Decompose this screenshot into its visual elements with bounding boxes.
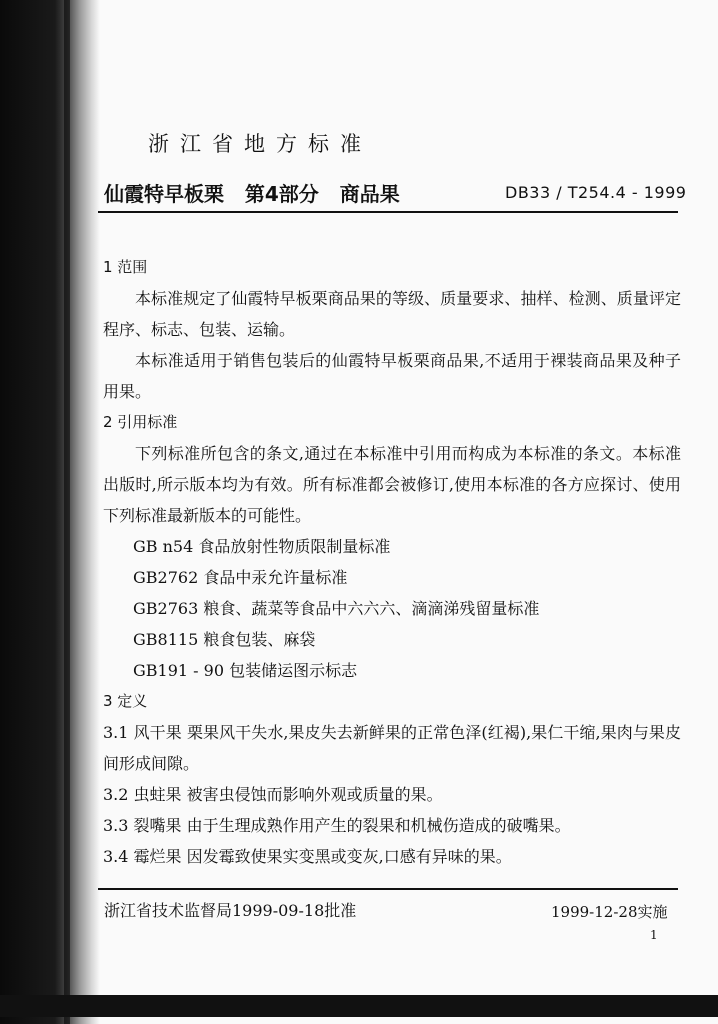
implementation-date: 1999-12-28实施 xyxy=(551,903,668,921)
reference-item: GB2762 食品中汞允许量标准 xyxy=(133,568,348,587)
org-title: 浙江省地方标准 xyxy=(148,132,372,156)
scan-bottom-edge xyxy=(0,995,718,1017)
scope-paragraph-1: 本标准规定了仙霞特早板栗商品果的等级、质量要求、抽样、检测、质量评定程序、标志、包装、运输。 xyxy=(103,289,681,339)
definition-item: 3.4 霉烂果 因发霉致使果实变黑或变灰,口感有异味的果。 xyxy=(103,847,512,866)
scope-heading: 1 范围 xyxy=(103,258,148,276)
reference-item: GB n54 食品放射性物质限制量标准 xyxy=(133,537,391,556)
definition-item: 3.1 风干果 栗果风干失水,果皮失去新鲜果的正常色泽(红褐),果仁干缩,果肉与果皮间形成间隙。 xyxy=(103,723,681,773)
definition-item: 3.2 虫蛀果 被害虫侵蚀而影响外观或质量的果。 xyxy=(103,785,443,804)
page-number: 1 xyxy=(650,928,658,942)
document-body xyxy=(103,252,681,872)
footer-rule xyxy=(98,888,678,890)
standard-title: 仙霞特早板栗 第4部分 商品果 xyxy=(104,182,400,206)
reference-item: GB8115 粮食包装、麻袋 xyxy=(133,630,316,649)
binding-shadow xyxy=(0,0,100,1024)
references-heading: 2 引用标准 xyxy=(103,413,178,431)
header-rule xyxy=(98,211,678,213)
approval-statement: 浙江省技术监督局1999-09-18批准 xyxy=(104,901,357,920)
definitions-heading: 3 定义 xyxy=(103,692,148,710)
binding-edge xyxy=(64,0,70,1024)
definition-item: 3.3 裂嘴果 由于生理成熟作用产生的裂果和机械伤造成的破嘴果。 xyxy=(103,816,571,835)
reference-item: GB191 - 90 包装储运图示标志 xyxy=(133,661,358,680)
standard-code: DB33 / T254.4 - 1999 xyxy=(505,183,687,202)
reference-item: GB2763 粮食、蔬菜等食品中六六六、滴滴涕残留量标准 xyxy=(133,599,540,618)
scope-paragraph-2: 本标准适用于销售包装后的仙霞特早板栗商品果,不适用于裸装商品果及种子用果。 xyxy=(103,351,681,401)
references-paragraph: 下列标准所包含的条文,通过在本标准中引用而构成为本标准的条文。本标准出版时,所示版本均为有效。所有标准都会被修订,使用本标准的各方应探讨、使用下列标准最新版本的可能性。 xyxy=(103,444,681,525)
